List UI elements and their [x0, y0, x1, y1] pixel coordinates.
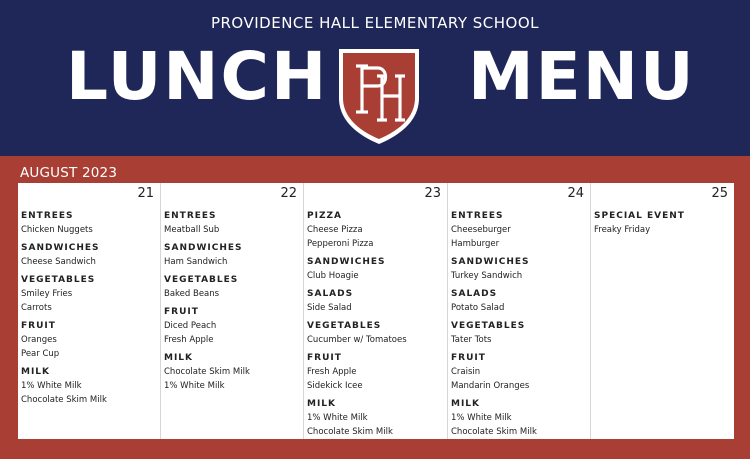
category-label: FRUIT: [21, 321, 56, 331]
category-label: ENTREES: [164, 211, 217, 221]
menu-item: Turkey Sandwich: [451, 271, 523, 281]
category-label: SALADS: [307, 289, 354, 299]
category-label: MILK: [307, 399, 337, 409]
menu-item: Smiley Fries: [21, 289, 73, 299]
header-banner: [0, 0, 750, 156]
menu-item: 1% White Milk: [307, 413, 368, 423]
menu-item: Pear Cup: [21, 349, 60, 359]
menu-item: Diced Peach: [164, 321, 217, 331]
category-label: VEGETABLES: [451, 321, 526, 331]
category-label: SANDWICHES: [21, 243, 100, 253]
menu-item: Fresh Apple: [164, 335, 214, 345]
menu-item: Oranges: [21, 335, 57, 345]
menu-section: [21, 209, 160, 237]
menu-item: Chicken Nuggets: [21, 225, 93, 235]
school-logo-shield: [336, 46, 422, 146]
menu-item: Fresh Apple: [307, 367, 357, 377]
category-label: MILK: [21, 367, 51, 377]
day-number: 21: [137, 186, 154, 201]
menu-item: Cheese Sandwich: [21, 257, 96, 267]
category-label: FRUIT: [164, 307, 199, 317]
menu-item: Sidekick Icee: [307, 381, 363, 391]
title-lunch: LUNCH: [66, 38, 329, 115]
menu-section: [451, 209, 590, 251]
menu-section: [164, 273, 303, 301]
menu-section: [307, 397, 447, 439]
menu-item: Ham Sandwich: [164, 257, 228, 267]
category-label: SANDWICHES: [307, 257, 386, 267]
menu-item: Club Hoagie: [307, 271, 359, 281]
menu-item: Chocolate Skim Milk: [21, 395, 107, 405]
day-column: [591, 183, 734, 439]
school-name: PROVIDENCE HALL ELEMENTARY SCHOOL: [210, 14, 540, 32]
menu-section: [21, 319, 160, 361]
menu-section: [21, 273, 160, 315]
menu-section: [594, 209, 734, 237]
category-label: VEGETABLES: [21, 275, 96, 285]
menu-item: Carrots: [21, 303, 52, 313]
menu-item: Pepperoni Pizza: [307, 239, 374, 249]
menu-calendar-grid: [18, 183, 734, 439]
category-label: SALADS: [451, 289, 498, 299]
day-column: [161, 183, 304, 439]
menu-section: [164, 209, 303, 237]
title-menu: MENU: [468, 38, 696, 115]
category-label: ENTREES: [451, 211, 504, 221]
category-label: VEGETABLES: [307, 321, 382, 331]
menu-section: [451, 319, 590, 347]
category-label: SPECIAL EVENT: [594, 211, 685, 221]
menu-section: [451, 397, 590, 439]
category-label: MILK: [451, 399, 481, 409]
menu-section: [21, 241, 160, 269]
menu-section: [164, 305, 303, 347]
menu-item: Cucumber w/ Tomatoes: [307, 335, 407, 345]
category-label: SANDWICHES: [164, 243, 243, 253]
menu-item: Hamburger: [451, 239, 500, 249]
category-label: ENTREES: [21, 211, 74, 221]
menu-section: [307, 287, 447, 315]
day-column: [18, 183, 161, 439]
day-number: 23: [424, 186, 441, 201]
menu-section: [451, 287, 590, 315]
menu-item: 1% White Milk: [21, 381, 82, 391]
category-label: PIZZA: [307, 211, 342, 221]
menu-item: Baked Beans: [164, 289, 220, 299]
menu-section: [164, 351, 303, 393]
menu-section: [451, 255, 590, 283]
menu-section: [307, 351, 447, 393]
day-number: 25: [711, 186, 728, 201]
menu-section: [451, 351, 590, 393]
menu-section: [307, 209, 447, 251]
day-column: [304, 183, 448, 439]
menu-item: Tater Tots: [451, 335, 492, 345]
day-number: 24: [567, 186, 584, 201]
menu-item: Cheese Pizza: [307, 225, 363, 235]
menu-item: Meatball Sub: [164, 225, 220, 235]
category-label: VEGETABLES: [164, 275, 239, 285]
menu-item: Potato Salad: [451, 303, 505, 313]
menu-item: Chocolate Skim Milk: [307, 427, 393, 437]
category-label: MILK: [164, 353, 194, 363]
menu-item: Chocolate Skim Milk: [164, 367, 250, 377]
menu-section: [307, 255, 447, 283]
menu-item: 1% White Milk: [164, 381, 225, 391]
day-number: 22: [280, 186, 297, 201]
menu-section: [164, 241, 303, 269]
menu-item: Freaky Friday: [594, 225, 651, 235]
menu-item: Side Salad: [307, 303, 352, 313]
category-label: SANDWICHES: [451, 257, 530, 267]
menu-item: Craisin: [451, 367, 481, 377]
menu-section: [307, 319, 447, 347]
menu-section: [21, 365, 160, 407]
month-label: AUGUST 2023: [20, 165, 118, 181]
menu-item: Chocolate Skim Milk: [451, 427, 537, 437]
menu-item: 1% White Milk: [451, 413, 512, 423]
day-column: [448, 183, 591, 439]
category-label: FRUIT: [307, 353, 342, 363]
menu-item: Mandarin Oranges: [451, 381, 530, 391]
category-label: FRUIT: [451, 353, 486, 363]
menu-item: Cheeseburger: [451, 225, 511, 235]
